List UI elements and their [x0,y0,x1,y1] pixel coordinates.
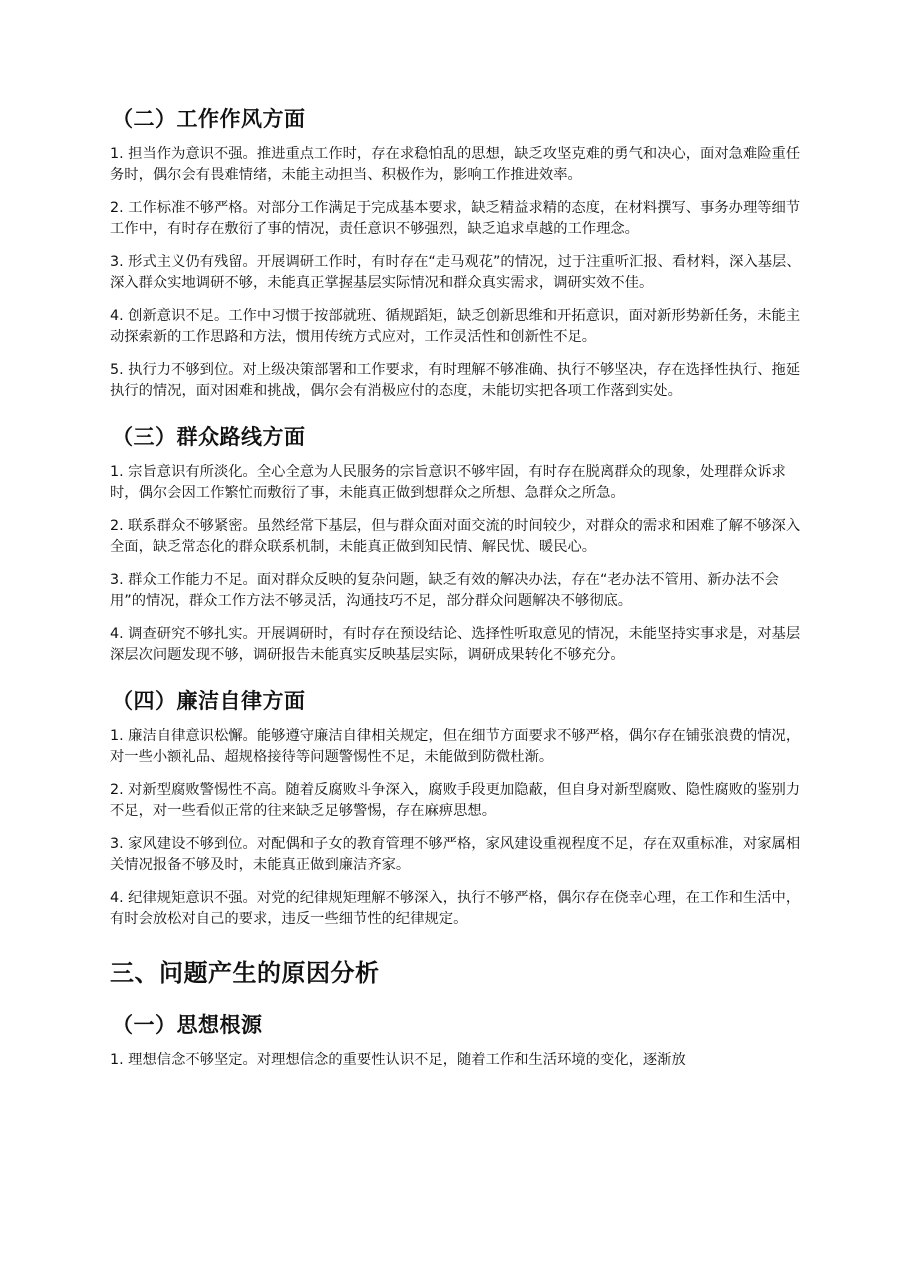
section-heading: （一）思想根源 [112,1013,263,1037]
paragraph: 2. 对新型腐败警惕性不高。随着反腐败斗争深入，腐败手段更加隐蔽，但自身对新型腐败、隐性腐败的鉴别力不足，对一些看似正常的往来缺乏足够警惕，存在麻痹思想。 [110,782,801,819]
paragraph: 5. 执行力不够到位。对上级决策部署和工作要求，有时理解不够准确、执行不够坚决，存在选择性执行、拖延执行的情况，面对困难和挑战，偶尔会有消极应付的态度，未能切实把各项工作落到实处。 [110,362,801,399]
paragraph: 2. 联系群众不够紧密。虽然经常下基层，但与群众面对面交流的时间较少，对群众的需求和困难了解不够深入全面，缺乏常态化的群众联系机制，未能真正做到知民情、解民忧、暖民心。 [110,518,801,555]
paragraph: 4. 调查研究不够扎实。开展调研时，有时存在预设结论、选择性听取意见的情况，未能坚持实事求是，对基层深层次问题发现不够，调研报告未能真实反映基层实际，调研成果转化不够充分。 [110,626,801,663]
document-page [110,104,810,1083]
chapter-cause-analysis [110,956,810,1071]
paragraph: 3. 群众工作能力不足。面对群众反映的复杂问题，缺乏有效的解决办法，存在“老办法不管用、新办法不会用”的情况，群众工作方法不够灵活，沟通技巧不足，部分群众问题解决不够彻底。 [110,572,779,609]
paragraph: 1. 担当作为意识不强。推进重点工作时，存在求稳怕乱的思想，缺乏攻坚克难的勇气和决心，面对急难险重任务时，偶尔会有畏难情绪，未能主动担当、积极作为，影响工作推进效率。 [110,146,801,183]
paragraph: 1. 廉洁自律意识松懈。能够遵守廉洁自律相关规定，但在细节方面要求不够严格，偶尔存在铺张浪费的情况，对一些小额礼品、超规格接待等问题警惕性不足，未能做到防微杜渐。 [110,728,801,765]
section-heading: （四）廉洁自律方面 [112,689,306,713]
section-work-style [110,104,810,402]
section-mass-line [110,422,810,666]
paragraph: 4. 创新意识不足。工作中习惯于按部就班、循规蹈矩，缺乏创新思维和开拓意识，面对新形势新任务，未能主动探索新的工作思路和方法，惯用传统方式应对，工作灵活性和创新性不足。 [110,308,801,345]
section-heading: （二）工作作风方面 [112,107,306,131]
chapter-heading: 三、问题产生的原因分析 [110,959,380,987]
paragraph: 3. 形式主义仍有残留。开展调研工作时，有时存在“走马观花”的情况，过于注重听汇报、看材料，深入基层、深入群众实地调研不够，未能真正掌握基层实际情况和群众真实需求，调研实效不佳。 [110,254,801,291]
section-heading: （三）群众路线方面 [112,425,306,449]
paragraph: 1. 理想信念不够坚定。对理想信念的重要性认识不足，随着工作和生活环境的变化，逐渐放 [110,1052,686,1068]
paragraph: 1. 宗旨意识有所淡化。全心全意为人民服务的宗旨意识不够牢固，有时存在脱离群众的现象，处理群众诉求时，偶尔会因工作繁忙而敷衍了事，未能真正做到想群众之所想、急群众之所急。 [110,464,786,501]
section-integrity [110,686,810,930]
paragraph: 4. 纪律规矩意识不强。对党的纪律规矩理解不够深入，执行不够严格，偶尔存在侥幸心理，在工作和生活中，有时会放松对自己的要求，违反一些细节性的纪律规定。 [110,890,801,927]
paragraph: 2. 工作标准不够严格。对部分工作满足于完成基本要求，缺乏精益求精的态度，在材料撰写、事务办理等细节工作中，有时存在敷衍了事的情况，责任意识不够强烈，缺乏追求卓越的工作理念。 [110,200,801,237]
paragraph: 3. 家风建设不够到位。对配偶和子女的教育管理不够严格，家风建设重视程度不足，存在双重标准，对家属相关情况报备不够及时，未能真正做到廉洁齐家。 [110,836,801,873]
